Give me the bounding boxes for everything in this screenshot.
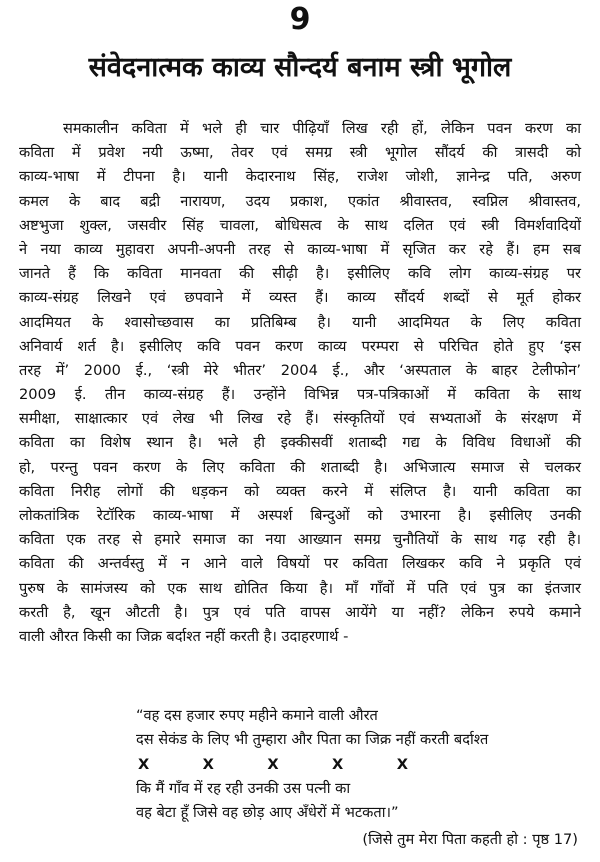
quote-source: (जिसे तुम मेरा पिता कहती हो : पृष्ठ 17): [362, 831, 578, 848]
poem-quote: [136, 704, 576, 825]
ellipsis-mark: X: [202, 755, 214, 773]
paragraph-line: अष्टभुजा शुक्ल, जसवीर सिंह चावला, बोधिसत्व के साथ दलित एवं स्त्री विमर्शवादियों: [19, 216, 581, 234]
paragraph-line: 2009 ई. तीन काव्य-संग्रह हैं। उन्होंने विभिन्न पत्र-पत्रिकाओं में कविता के साथ: [19, 386, 581, 404]
quote-line: वह बेटा हूँ जिसे वह छोड़ आए अँधेरों में भटकता।”: [136, 804, 399, 822]
paragraph-line: करती है, खून औटती है। पुत्र एवं पति वापस आयेंगे या नहीं? लेकिन रुपये कमाने: [19, 603, 581, 621]
paragraph-line: समकालीन कविता में भले ही चार पीढ़ियाँ लिख रही हों, लेकिन पवन करण का: [63, 120, 581, 137]
paragraph-line: आदमियत के श्वासोच्छवास का प्रतिबिम्ब है। यानी आदमियत के लिए कविता: [19, 313, 581, 331]
quote-line: कि मैं गाँव में रह रही उनकी उस पत्नी का: [136, 779, 351, 797]
paragraph-line: कविता एक तरह से हमारे समाज का नया आख्यान समग्र चुनौतियों के साथ गढ़ रही है।: [19, 531, 581, 549]
paragraph-line: अनिवार्य शर्त है। इसीलिए कवि पवन करण काव्य परम्परा से परिचित होते हुए ‘इस: [19, 337, 581, 355]
paragraph-line: कविता का विशेष स्थान है। भले ही इक्कीसवीं शताब्दी गद्य के विविध विधाओं की: [19, 434, 581, 452]
paragraph-line: वाली औरत किसी का जिक्र बर्दाश्त नहीं करती है। उदाहरणार्थ -: [19, 627, 349, 645]
paragraph-line: कविता की अन्तर्वस्तु में न आने वाले विषयों पर कविता लिखकर कवि ने प्रकृति एवं: [19, 555, 581, 573]
paragraph-line: समीक्षा, साक्षात्कार एवं लेख भी लिख रहे हैं। संस्कृतियों एवं सभ्यताओं के संरक्षण में: [19, 410, 581, 428]
ellipsis-mark: X: [138, 755, 150, 773]
paragraph-line: काव्य-संग्रह लिखने एवं छपवाने में व्यस्त हैं। काव्य सौंदर्य शब्दों से मूर्त होकर: [19, 289, 581, 307]
paragraph-line: काव्य-भाषा में टीपना है। यानी केदारनाथ सिंह, राजेश जोशी, ज्ञानेन्द्र पति, अरुण: [19, 168, 581, 186]
ellipsis-mark: X: [267, 755, 279, 773]
paragraph-line: कमल के बाद बद्री नारायण, उदय प्रकाश, एकांत श्रीवास्तव, स्वप्निल श्रीवास्तव,: [19, 192, 581, 210]
ellipsis-marks: [136, 753, 408, 777]
paragraph-line: ने नया काव्य मुहावरा अपनी-अपनी तरह से काव्य-भाषा में सृजित कर रहे हैं। हम सब: [19, 240, 581, 258]
paragraph-line: कविता में प्रवेश नयी ऊष्मा, तेवर एवं समग्र स्त्री भूगोल सौंदर्य की त्रासदी को: [19, 144, 581, 162]
paragraph-line: तरह में’ 2000 ई., ‘स्त्री मेरे भीतर’ 2004 ई., और ‘अस्पताल के बाहर टेलीफोन’: [19, 361, 581, 379]
paragraph-line: पुरुष के सामंजस्य को एक साथ द्योतित किया है। माँ गाँवों में पति एवं पुत्र का इंतजार: [19, 579, 581, 597]
quote-line: दस सेकंड के लिए भी तुम्हारा और पिता का जिक्र नहीं करती बर्दाश्त: [136, 731, 489, 749]
paragraph-line: कविता निरीह लोगों की धड़कन को व्यक्त करने में संलिप्त है। यानी कविता का: [19, 482, 581, 500]
body-paragraph: [19, 117, 581, 649]
paragraph-line: हो, परन्तु पवन करण के लिए कविता की शताब्दी है। अभिजात्य समाज से चलकर: [19, 458, 581, 476]
paragraph-line: लोकतांत्रिक रेटॉरिक काव्य-भाषा में अस्पर्श बिन्दुओं को उभारना है। इसीलिए उनकी: [19, 507, 581, 524]
paragraph-line: जानते हैं कि कविता मानवता की सीढ़ी है। इसीलिए कवि लोग काव्य-संग्रह पर: [19, 265, 581, 283]
ellipsis-mark: X: [332, 755, 344, 773]
quote-line: “वह दस हजार रुपए महीने कमाने वाली औरत: [136, 707, 378, 724]
ellipsis-mark: X: [396, 755, 408, 773]
chapter-title: संवेदनात्मक काव्य सौन्दर्य बनाम स्त्री भूगोल: [88, 52, 512, 83]
chapter-number: 9: [289, 2, 311, 37]
